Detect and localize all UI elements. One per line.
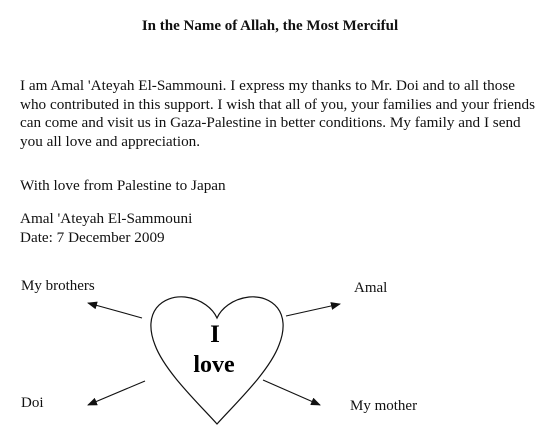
arrow-to-mother bbox=[263, 380, 320, 405]
signature-date: Date: 7 December 2009 bbox=[20, 228, 165, 246]
paragraph-line: you all love and appreciation. bbox=[20, 132, 201, 150]
heart-text-love: love bbox=[193, 352, 235, 378]
label-my-mother: My mother bbox=[350, 398, 418, 414]
arrow-to-amal bbox=[286, 304, 340, 316]
paragraph-line: who contributed in this support. I wish that all of you, your families and your friends bbox=[20, 95, 536, 113]
label-my-brothers: My brothers bbox=[21, 278, 95, 294]
heart-text-i: I bbox=[210, 321, 220, 348]
arrow-to-doi bbox=[88, 381, 145, 405]
signature-name: Amal 'Ateyah El-Sammouni bbox=[20, 210, 193, 227]
closing-line: With love from Palestine to Japan bbox=[20, 177, 226, 194]
paragraph-line: I am Amal 'Ateyah El-Sammouni. I express my thanks to Mr. Doi and to all those bbox=[20, 77, 515, 94]
label-amal: Amal bbox=[354, 280, 388, 296]
arrow-to-brothers bbox=[88, 303, 142, 318]
label-doi: Doi bbox=[21, 395, 44, 411]
paragraph-line: can come and visit us in Gaza-Palestine in better conditions. My family and I send bbox=[20, 114, 521, 131]
letter-heading: In the Name of Allah, the Most Merciful bbox=[141, 18, 399, 34]
